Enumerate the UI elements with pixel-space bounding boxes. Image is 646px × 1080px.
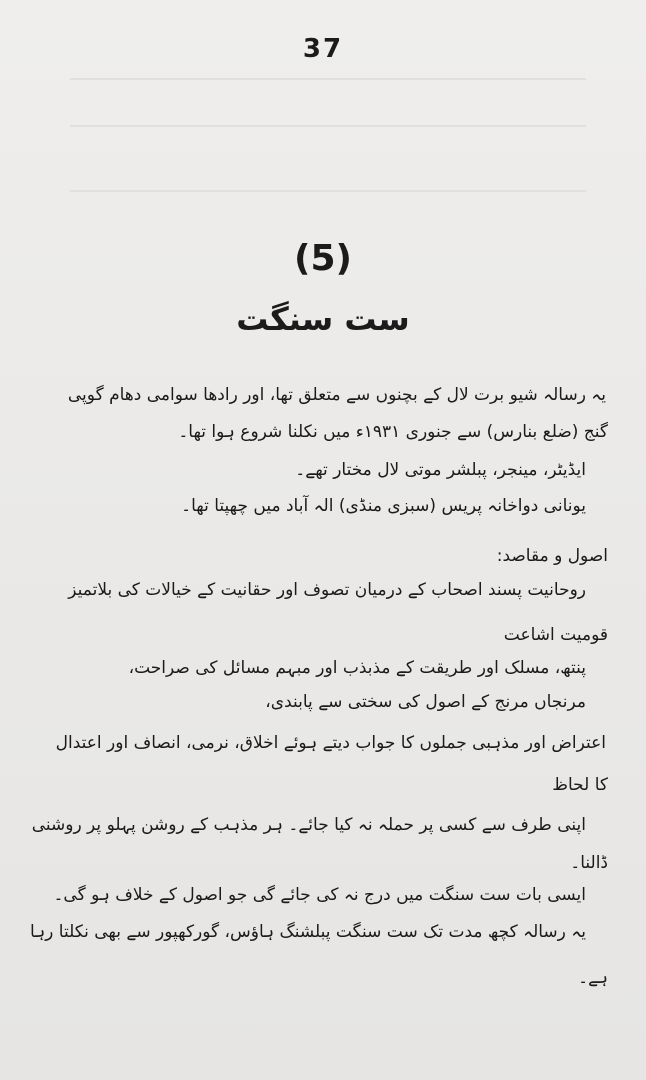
page-number: 37 [302,34,344,64]
body-line: ہے۔ [578,968,608,988]
body-line: گنج (ضلع بنارس) سے جنوری ۱۹۳۱ء میں نکلنا شروع ہوا تھا۔ [178,422,608,442]
body-line: اعتراض اور مذہبی جملوں کا جواب دیتے ہوئے اخلاق، نرمی، انصاف اور اعتدال [55,733,606,753]
body-line: پنتھ، مسلک اور طریقت کے مذبذب اور مبہم مسائل کی صراحت، [128,658,586,678]
body-line: یہ رسالہ شیو برت لال کے بچنوں سے متعلق تھا، اور رادھا سوامی دھام گوپی [67,385,606,405]
body-line: اپنی طرف سے کسی پر حملہ نہ کیا جائے۔ ہر مذہب کے روشن پہلو پر روشنی [31,815,586,835]
body-line: یہ رسالہ کچھ مدت تک ست سنگت پبلشنگ ہاؤس، گورکھپور سے بھی نکلتا رہا [30,922,586,942]
body-line: یونانی دواخانہ پریس (سبزی منڈی) الہ آباد میں چھپتا تھا۔ [181,496,586,516]
body-line: ڈالنا۔ [570,853,608,873]
chapter-title: ست سنگت [236,300,410,338]
body-line: کا لحاظ [552,775,608,795]
chapter-number: (5) [294,238,352,279]
body-line: قومیت اشاعت [503,625,608,645]
body-line: مرنجاں مرنج کے اصول کی سختی سے پابندی، [265,692,586,712]
bleed-through-mark [70,190,586,192]
bleed-through-mark [70,78,586,80]
body-line: روحانیت پسند اصحاب کے درمیان تصوف اور حقانیت کے خیالات کی بلاتمیز [68,580,586,600]
bleed-through-mark [70,125,586,127]
body-line: اصول و مقاصد: [496,546,608,566]
body-line: ایڈیٹر، مینجر، پبلشر موتی لال مختار تھے۔ [295,460,586,480]
body-line: ایسی بات ست سنگت میں درج نہ کی جائے گی جو اصول کے خلاف ہو گی۔ [53,885,586,905]
